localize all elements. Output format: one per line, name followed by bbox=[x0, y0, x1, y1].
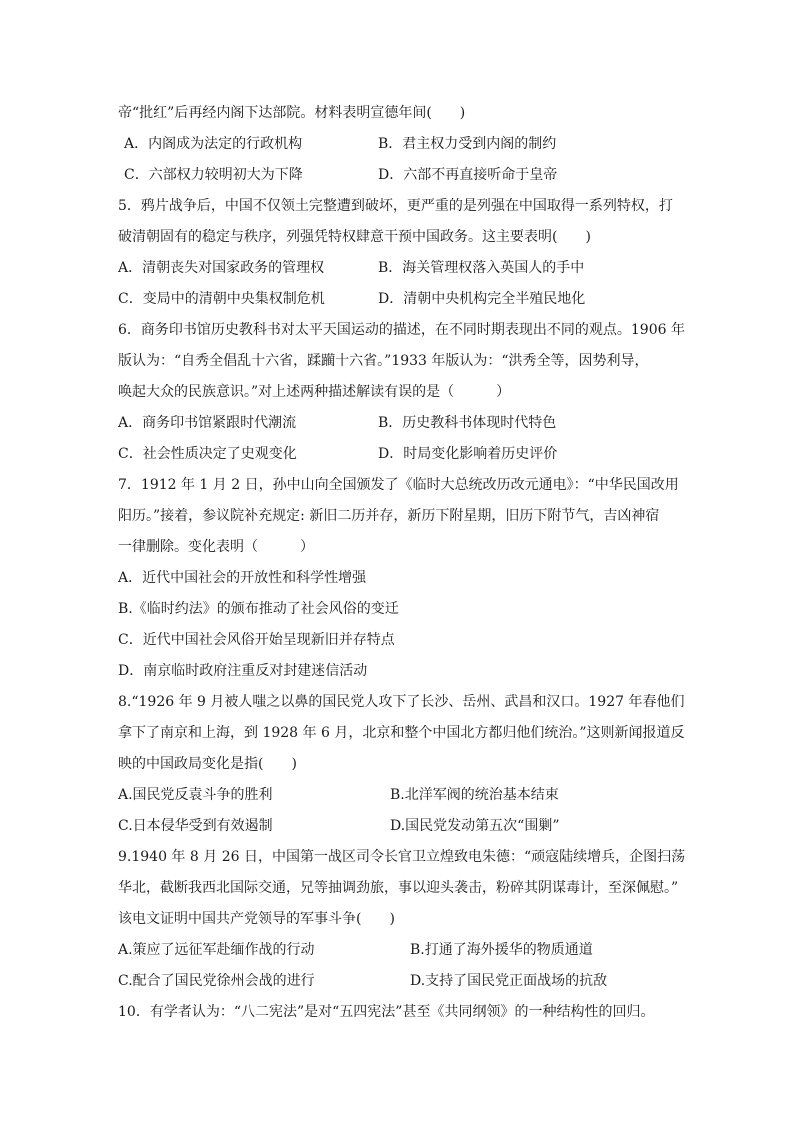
q9-option-a: A.策应了远征军赴缅作战的行动 bbox=[118, 942, 315, 958]
q6-option-d: D．时局变化影响着历史评价 bbox=[378, 446, 558, 462]
q6-stem-line-1: 6．商务印书馆历史教科书对太平天国运动的描述，在不同时期表现出不同的观点。1906 年 bbox=[118, 322, 685, 338]
q5-option-c: C．变局中的清朝中央集权制危机 bbox=[118, 291, 325, 307]
q8-stem-line-1: 8.“1926 年 9 月被人嗤之以鼻的国民党人攻下了长沙、岳州、武昌和汉口。1927 年春他们 bbox=[118, 694, 685, 710]
q6-stem-line-2: 版认为：“自秀全倡乱十六省，蹂躏十六省。”1933 年版认为：“洪秀全等，因势利导， bbox=[118, 353, 649, 369]
q4-option-c: C．六部权力较明初大为下降 bbox=[124, 167, 303, 183]
q6-stem-line-3: 唤起大众的民族意识。”对上述两种描述解读有误的是（ ） bbox=[118, 384, 511, 400]
q7-stem-line-1: 7．1912 年 1 月 2 日，孙中山向全国颁发了《临时大总统改历改元通电》：“中华民国改用 bbox=[118, 477, 679, 493]
q8-stem-line-3: 映的中国政局变化是指( ) bbox=[118, 756, 297, 772]
q6-option-a: A．商务印书馆紧跟时代潮流 bbox=[118, 415, 297, 431]
q5-stem-line-2: 破清朝固有的稳定与秩序，列强凭特权肆意干预中国政务。这主要表明( ) bbox=[118, 229, 591, 245]
q7-stem-line-3: 一律删除。变化表明（ ） bbox=[118, 539, 314, 555]
q7-option-b: B.《临时约法》的颁布推动了社会风俗的变迁 bbox=[118, 601, 399, 617]
q9-stem-line-3: 该电文证明中国共产党领导的军事斗争( ) bbox=[118, 911, 395, 927]
q7-option-a: A．近代中国社会的开放性和科学性增强 bbox=[118, 570, 367, 586]
q8-stem-line-2: 拿下了南京和上海，到 1928 年 6 月，北京和整个中国北方都归他们统治。”这则新闻报道反 bbox=[118, 725, 685, 741]
q7-stem-line-2: 阳历。”接着，参议院补充规定: 新旧二历并存，新历下附星期，旧历下附节气，吉凶神宿 bbox=[118, 508, 660, 524]
q8-option-d: D.国民党发动第五次“围剿” bbox=[390, 818, 560, 834]
q8-option-a: A.国民党反袁斗争的胜利 bbox=[118, 787, 273, 803]
q7-option-c: C．近代中国社会风俗开始呈现新旧并存特点 bbox=[118, 632, 395, 648]
q9-option-d: D.支持了国民党正面战场的抗敌 bbox=[410, 973, 608, 989]
q7-option-d: D．南京临时政府注重反对封建迷信活动 bbox=[118, 663, 368, 679]
q5-option-a: A．清朝丧失对国家政务的管理权 bbox=[118, 260, 325, 276]
q4-option-a: A．内阁成为法定的行政机构 bbox=[124, 136, 303, 152]
q9-option-b: B.打通了海外援华的物质通道 bbox=[410, 942, 593, 958]
q5-stem-line-1: 5．鸦片战争后，中国不仅领土完整遭到破坏，更严重的是列强在中国取得一系列特权，打 bbox=[118, 198, 673, 214]
q8-option-c: C.日本侵华受到有效遏制 bbox=[118, 818, 273, 834]
q6-option-b: B．历史教科书体现时代特色 bbox=[378, 415, 557, 431]
q6-option-c: C．社会性质决定了史观变化 bbox=[118, 446, 297, 462]
q4-option-d: D．六部不再直接听命于皇帝 bbox=[378, 167, 558, 183]
q4-option-b: B．君主权力受到内阁的制约 bbox=[378, 136, 557, 152]
q5-option-d: D．清朝中央机构完全半殖民地化 bbox=[378, 291, 586, 307]
q9-option-c: C.配合了国民党徐州会战的进行 bbox=[118, 973, 315, 989]
q10-stem-line-1: 10．有学者认为：“八二宪法”是对“五四宪法”甚至《共同纲领》的一种结构性的回归。 bbox=[118, 1004, 655, 1020]
q9-stem-line-1: 9.1940 年 8 月 26 日，中国第一战区司令长官卫立煌致电朱德：“顽寇陆续增兵，企图扫荡 bbox=[118, 849, 686, 865]
q8-option-b: B.北洋军阀的统治基本结束 bbox=[390, 787, 559, 803]
q9-stem-line-2: 华北，截断我西北国际交通，兄等抽调劲旅，事以迎头袭击，粉碎其阴谋毒计，至深佩慰。” bbox=[118, 880, 679, 896]
q5-option-b: B．海关管理权落入英国人的手中 bbox=[378, 260, 585, 276]
q4-stem-tail: 帝“批红”后再经内阁下达部院。材料表明宣德年间( ) bbox=[118, 105, 466, 121]
